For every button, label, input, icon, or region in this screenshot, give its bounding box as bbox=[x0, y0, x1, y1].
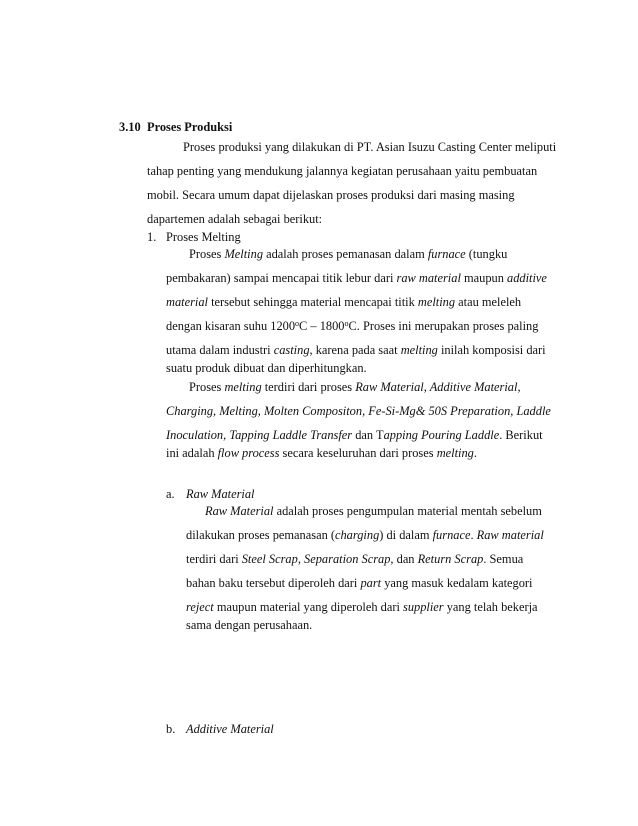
sub-marker-a: a. bbox=[166, 487, 175, 501]
list-title-proses-melting: Proses Melting bbox=[166, 230, 241, 244]
melting-p1-line-5: utama dalam industri casting, karena pada saat melting inilah komposisi dari bbox=[166, 343, 546, 357]
sub-title-raw-material: Raw Material bbox=[186, 487, 255, 501]
raw-material-line-4: bahan baku tersebut diperoleh dari part yang masuk kedalam kategori bbox=[186, 576, 533, 590]
melting-p1-line-3: material tersebut sehingga material mencapai titik melting atau meleleh bbox=[166, 295, 522, 309]
melting-p2-line-4: ini adalah flow process secara keseluruhan dari proses melting. bbox=[166, 446, 477, 460]
section-number: 3.10 bbox=[119, 120, 141, 134]
sub-marker-b: b. bbox=[166, 722, 176, 736]
melting-p1-line-2: pembakaran) sampai mencapai titik lebur dari raw material maupun additive bbox=[166, 271, 547, 285]
intro-line-2: tahap penting yang mendukung jalannya kegiatan perusahaan yaitu pembuatan bbox=[147, 164, 538, 178]
melting-p1-line-1: Proses Melting adalah proses pemanasan dalam furnace (tungku bbox=[189, 247, 508, 261]
raw-material-line-3: terdiri dari Steel Scrap, Separation Scrap, dan Return Scrap. Semua bbox=[186, 552, 524, 566]
list-marker-1: 1. bbox=[147, 230, 157, 244]
melting-p2-line-2: Charging, Melting, Molten Compositon, Fe-Si-Mg& 50S Preparation, Laddle bbox=[166, 404, 551, 418]
intro-line-1: Proses produksi yang dilakukan di PT. Asian Isuzu Casting Center meliputi bbox=[183, 140, 557, 154]
melting-p2-line-1: Proses melting terdiri dari proses Raw Material, Additive Material, bbox=[189, 380, 521, 394]
intro-line-4: dapartemen adalah sebagai berikut: bbox=[147, 212, 323, 226]
raw-material-line-2: dilakukan proses pemanasan (charging) di dalam furnace. Raw material bbox=[186, 528, 544, 542]
sub-title-additive-material: Additive Material bbox=[186, 722, 274, 736]
melting-p2-line-3: Inoculation, Tapping Laddle Transfer dan Tapping Pouring Laddle. Berikut bbox=[166, 428, 543, 442]
section-title: Proses Produksi bbox=[147, 120, 233, 134]
raw-material-line-1: Raw Material adalah proses pengumpulan material mentah sebelum bbox=[205, 504, 542, 518]
melting-p1-line-6: suatu produk dibuat dan diperhitungkan. bbox=[166, 361, 367, 375]
melting-p1-line-4: dengan kisaran suhu 1200$^o$C – 1800$^o$C. Proses ini merupakan proses paling bbox=[166, 319, 539, 333]
intro-line-3: mobil. Secara umum dapat dijelaskan proses produksi dari masing masing bbox=[147, 188, 515, 202]
raw-material-line-6: sama dengan perusahaan. bbox=[186, 618, 313, 632]
raw-material-line-5: reject maupun material yang diperoleh dari supplier yang telah bekerja bbox=[186, 600, 538, 614]
